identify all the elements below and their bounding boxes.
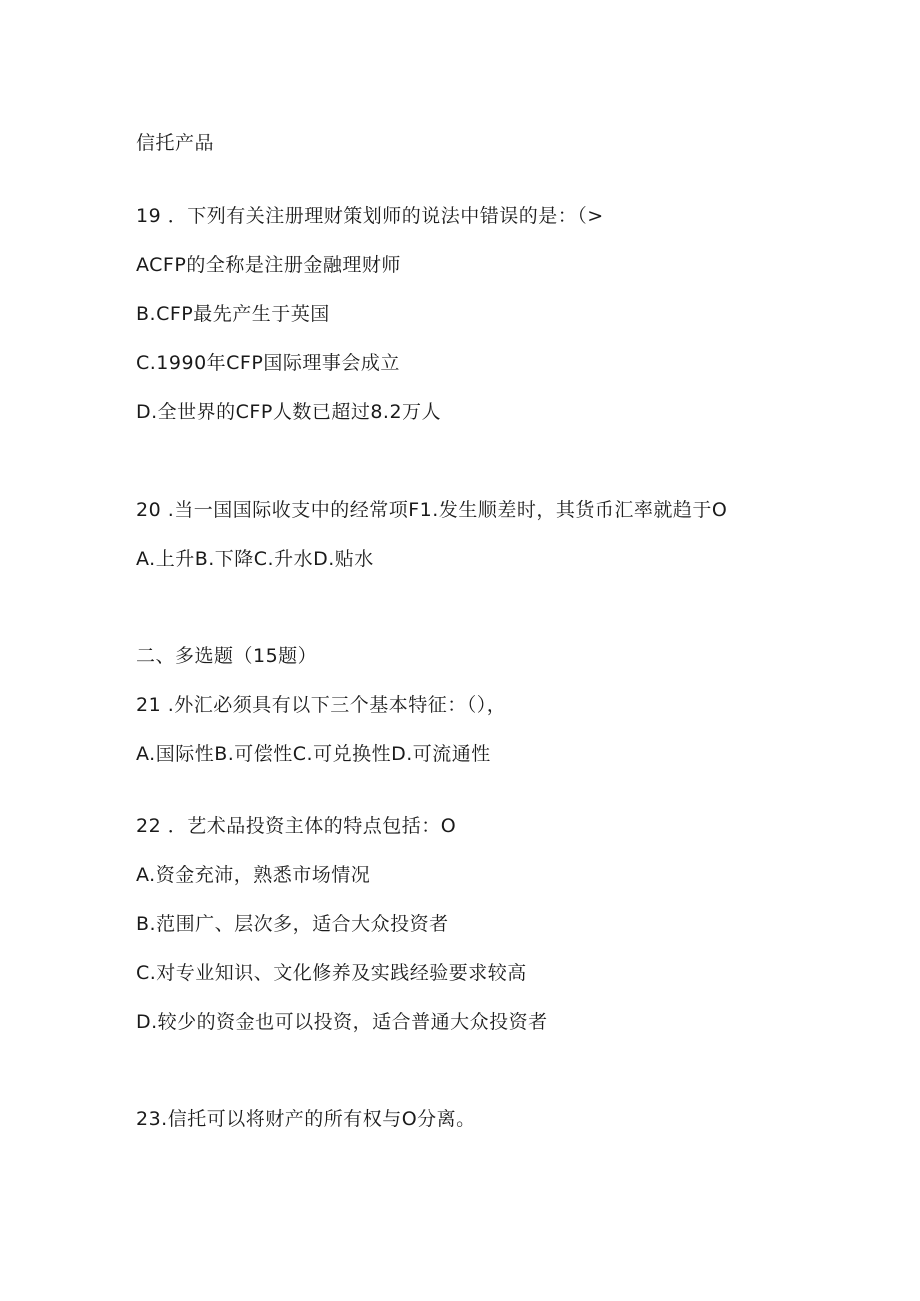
question-22-option-b: B.范围广、层次多，适合大众投资者 xyxy=(136,913,449,935)
question-20-options: A.上升B.下降C.升水D.贴水 xyxy=(136,548,374,570)
question-22-option-d: D.较少的资金也可以投资，适合普通大众投资者 xyxy=(136,1011,548,1033)
question-19: 19 ．下列有关注册理财策划师的说法中错误的是：（> xyxy=(136,205,604,227)
section-heading-multiple-choice: 二、多选题（15题） xyxy=(136,645,318,667)
question-19-option-c: C.1990年CFP国际理事会成立 xyxy=(136,352,400,374)
question-19-option-b: B.CFP最先产生于英国 xyxy=(136,303,330,325)
question-21-options: A.国际性B.可偿性C.可兑换性D.可流通性 xyxy=(136,743,491,765)
question-22-option-a: A.资金充沛，熟悉市场情况 xyxy=(136,864,371,886)
question-19-option-a: ACFP的全称是注册金融理财师 xyxy=(136,254,401,276)
question-23: 23.信托可以将财产的所有权与O分离。 xyxy=(136,1108,476,1130)
question-19-option-d: D.全世界的CFP人数已超过8.2万人 xyxy=(136,401,442,423)
text-line-trust-products: 信托产品 xyxy=(136,132,215,154)
question-20: 20 .当一国国际收支中的经常项F1.发生顺差时，其货币汇率就趋于O xyxy=(136,499,728,521)
question-21: 21 .外汇必须具有以下三个基本特征：（）， xyxy=(136,694,507,716)
question-22-option-c: C.对专业知识、文化修养及实践经验要求较高 xyxy=(136,962,527,984)
question-22: 22 ．艺术品投资主体的特点包括：O xyxy=(136,815,457,837)
